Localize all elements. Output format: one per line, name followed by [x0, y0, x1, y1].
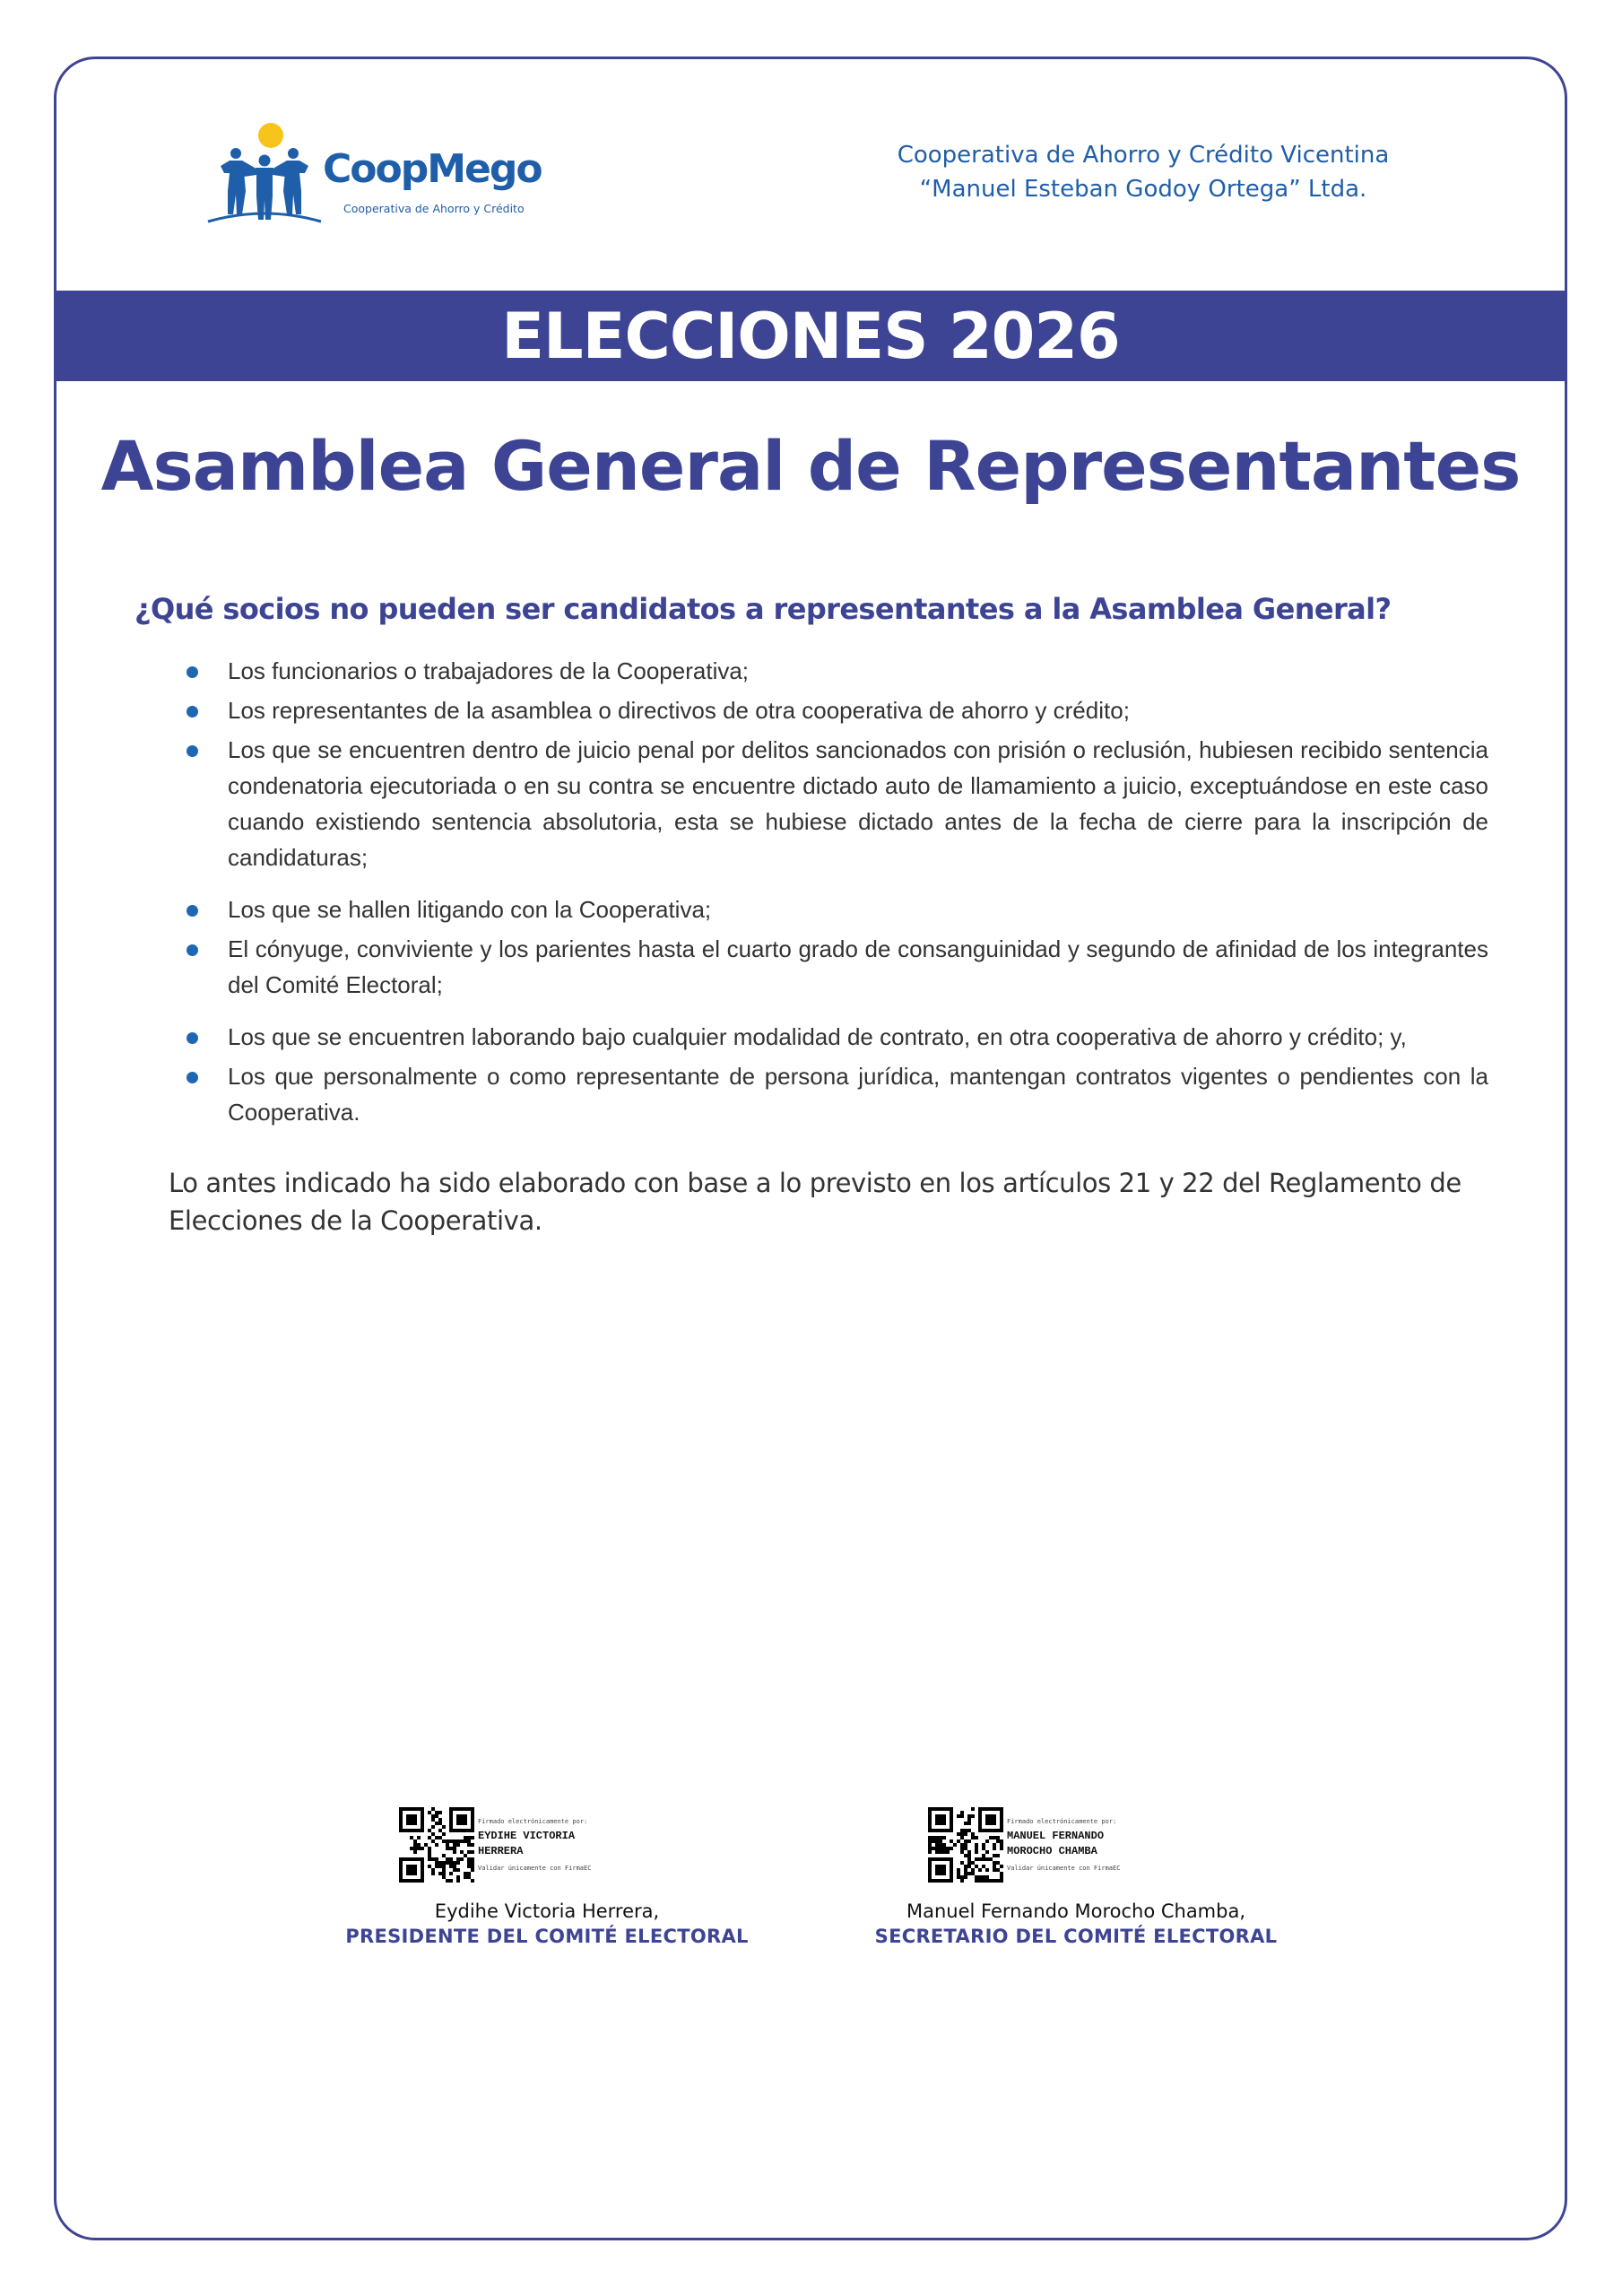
organization-name [852, 138, 1435, 206]
elections-banner [56, 291, 1565, 381]
list-item [179, 692, 1488, 728]
bullet-icon [186, 666, 198, 678]
list-item-text: Los funcionarios o trabajadores de la Cooperativa; [228, 657, 750, 684]
stamp-signer-name [1007, 1829, 1150, 1859]
list-item [179, 1058, 1488, 1130]
signer-name: Manuel Fernando Morocho Chamba, [906, 1900, 1246, 1922]
coopmego-logo [206, 112, 565, 229]
signature-president [296, 1807, 798, 1947]
bullet-icon [186, 706, 198, 718]
stamp-name-line2: HERRERA [478, 1845, 524, 1857]
list-item [179, 1019, 1488, 1055]
signature-secretary [825, 1807, 1327, 1947]
electronic-signature-stamp [399, 1807, 695, 1888]
stamp-header: Firmado electrónicamente por: [478, 1818, 588, 1825]
list-item-text: Los representantes de la asamblea o directivos de otra cooperativa de ahorro y crédito; [228, 697, 1130, 724]
brand-tagline: Cooperativa de Ahorro y Crédito [343, 202, 525, 215]
list-item-text: Los que personalmente o como representante de persona jurídica, mantengan contratos vigentes o pendientes con la Cooperativa. [228, 1063, 1488, 1126]
page-title: Asamblea General de Representantes [100, 426, 1521, 506]
bullet-icon [186, 1032, 198, 1044]
bullet-icon [186, 745, 198, 757]
signer-role: SECRETARIO DEL COMITÉ ELECTORAL [874, 1926, 1278, 1947]
section-heading: ¿Qué socios no pueden ser candidatos a representantes a la Asamblea General? [134, 592, 1392, 626]
electronic-signature-stamp [928, 1807, 1224, 1888]
stamp-name-line2: MOROCHO CHAMBA [1007, 1845, 1097, 1857]
stamp-name-line1: EYDIHE VICTORIA [478, 1830, 576, 1842]
list-item [179, 891, 1488, 927]
stamp-footer: Validar únicamente con FirmaEC [1007, 1865, 1121, 1872]
list-item-text: Los que se hallen litigando con la Cooperativa; [228, 896, 712, 923]
qr-code-icon[interactable] [928, 1807, 1003, 1883]
list-item [179, 732, 1488, 875]
bullet-icon [186, 1072, 198, 1083]
signer-name: Eydihe Victoria Herrera, [434, 1900, 660, 1922]
organization-name-line1: Cooperativa de Ahorro y Crédito Vicentina [897, 142, 1390, 169]
stamp-signer-name [478, 1829, 621, 1859]
stamp-footer: Validar únicamente con FirmaEC [478, 1865, 592, 1872]
banner-label: ELECCIONES 2026 [501, 299, 1120, 373]
stamp-header: Firmado electrónicamente por: [1007, 1818, 1117, 1825]
list-item [179, 653, 1488, 689]
list-item-text: Los que se encuentren dentro de juicio penal por delitos sancionados con prisión o reclusión, hubiesen recibido sentencia condenatoria ejecutoriada o en su contra se encuentre dictado auto de llamamiento a juicio, exceptuándose en este caso cuando existiendo sentencia absolutoria, esta se hubiese dictado antes de la fecha de cierre para la inscripción de candidaturas; [228, 736, 1488, 871]
bullet-icon [186, 905, 198, 917]
people-with-sun-icon [206, 116, 323, 227]
ineligibility-list [179, 653, 1488, 1134]
list-item-text: El cónyuge, conviviente y los parientes hasta el cuarto grado de consanguinidad y segundo de afinidad de los integrantes del Comité Electoral; [228, 935, 1488, 998]
legal-basis-note: Lo antes indicado ha sido elaborado con base a lo previsto en los artículos 21 y 22 del Reglamento de Elecciones de la Cooperativa. [169, 1168, 1462, 1236]
signer-role: PRESIDENTE DEL COMITÉ ELECTORAL [345, 1926, 749, 1947]
bullet-icon [186, 944, 198, 956]
brand-name: CoopMego [323, 146, 542, 192]
list-item-text: Los que se encuentren laborando bajo cualquier modalidad de contrato, en otra cooperativa de ahorro y crédito; y, [228, 1023, 1407, 1050]
list-item [179, 931, 1488, 1003]
page-border [54, 57, 1567, 2240]
stamp-name-line1: MANUEL FERNANDO [1007, 1830, 1105, 1842]
organization-name-line2: “Manuel Esteban Godoy Ortega” Ltda. [919, 176, 1367, 203]
qr-code-icon[interactable] [399, 1807, 474, 1883]
